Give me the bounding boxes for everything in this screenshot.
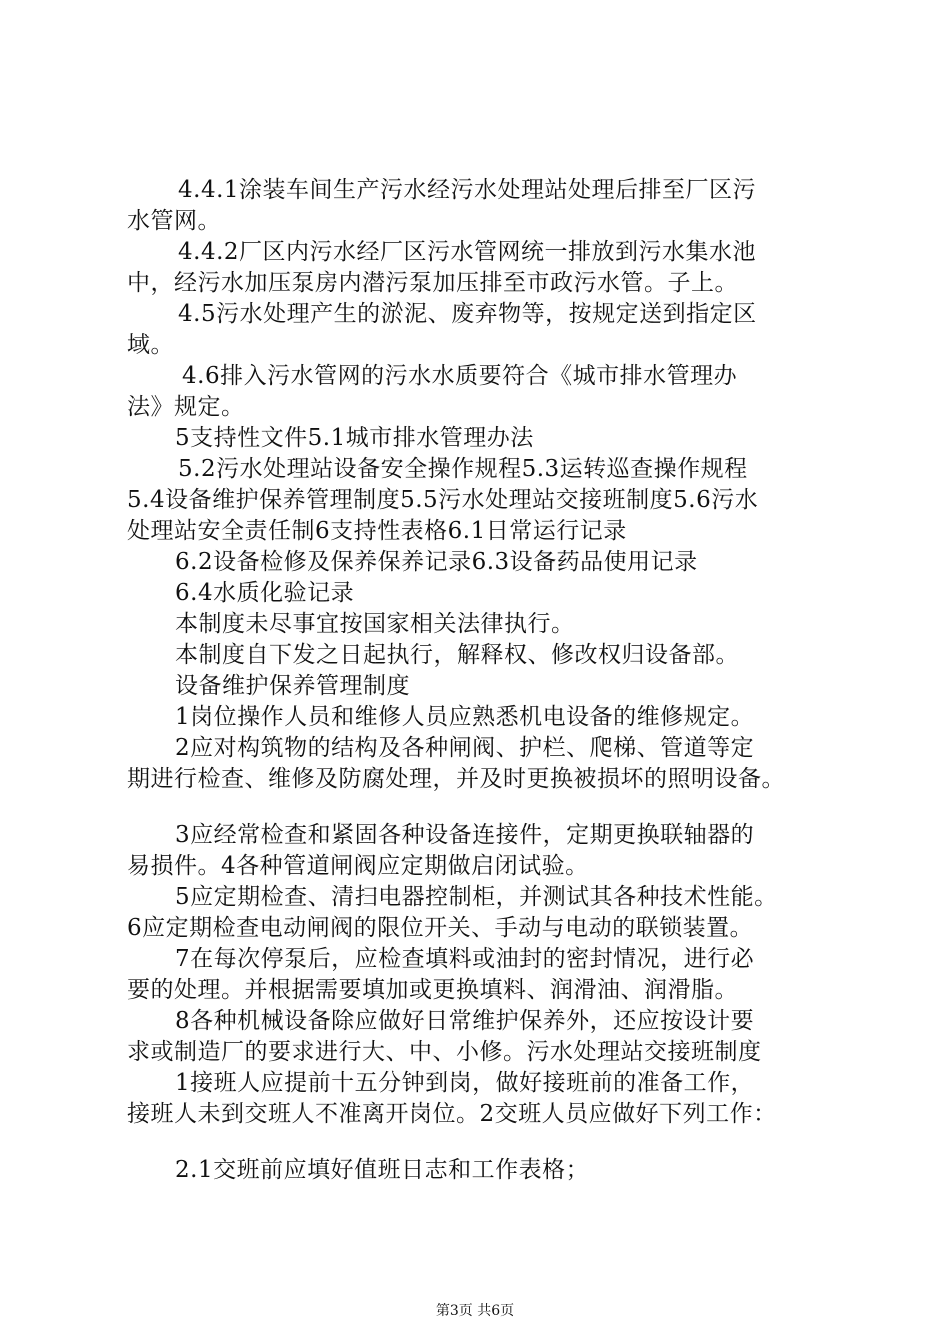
text-line: 2.1交班前应填好值班日志和工作表格； [175,1157,590,1183]
text-line: 求或制造厂的要求进行大、中、小修。污水处理站交接班制度 [127,1039,762,1065]
text-line: 8各种机械设备除应做好日常维护保养外，还应按设计要 [175,1008,755,1034]
text-line: 本制度未尽事宜按国家相关法律执行。 [175,611,575,637]
text-line: 4.4.1涂装车间生产污水经污水处理站处理后排至厂区污 [178,177,757,203]
text-line: 1岗位操作人员和维修人员应熟悉机电设备的维修规定。 [175,704,755,730]
text-line: 接班人未到交班人不准离开岗位。2交班人员应做好下列工作： [127,1101,777,1127]
text-line: 要的处理。并根据需要填加或更换填料、润滑油、润滑脂。 [127,977,738,1003]
text-line: 5支持性文件5.1城市排水管理办法 [175,425,534,451]
text-line: 2应对构筑物的结构及各种闸阀、护栏、爬梯、管道等定 [175,735,755,761]
text-line: 5应定期检查、清扫电器控制柜，并测试其各种技术性能。 [175,884,778,910]
text-line: 6应定期检查电动闸阀的限位开关、手动与电动的联锁装置。 [127,915,754,941]
text-line: 法》规定。 [127,394,245,420]
text-line: 水管网。 [127,208,221,234]
text-line: 5.4设备维护保养管理制度5.5污水处理站交接班制度5.6污水 [127,487,759,513]
text-line: 易损件。4各种管道闸阀应定期做启闭试验。 [127,853,589,879]
text-line: 4.5污水处理产生的淤泥、废弃物等，按规定送到指定区 [178,301,757,327]
text-line: 7在每次停泵后，应检查填料或油封的密封情况，进行必 [175,946,755,972]
page-number-footer: 第3页 共6页 [435,1303,515,1319]
text-line: 4.4.2厂区内污水经厂区污水管网统一排放到污水集水池 [178,239,757,265]
text-line: 处理站安全责任制6支持性表格6.1日常运行记录 [127,518,627,544]
text-line: 5.2污水处理站设备安全操作规程5.3运转巡查操作规程 [178,456,748,482]
text-line: 4.6排入污水管网的污水水质要符合《城市排水管理办 [182,363,738,389]
text-line: 1接班人应提前十五分钟到岗，做好接班前的准备工作， [175,1070,755,1096]
text-line: 中，经污水加压泵房内潜污泵加压排至市政污水管。子上。 [127,270,738,296]
text-line: 6.2设备检修及保养保养记录6.3设备药品使用记录 [175,549,698,575]
text-line: 6.4水质化验记录 [175,580,355,606]
section-heading: 设备维护保养管理制度 [175,673,410,699]
text-line: 域。 [127,332,174,358]
text-line: 本制度自下发之日起执行，解释权、修改权归设备部。 [175,642,739,668]
text-line: 3应经常检查和紧固各种设备连接件，定期更换联轴器的 [175,822,755,848]
text-line: 期进行检查、维修及防腐处理，并及时更换被损坏的照明设备。 [127,766,785,792]
